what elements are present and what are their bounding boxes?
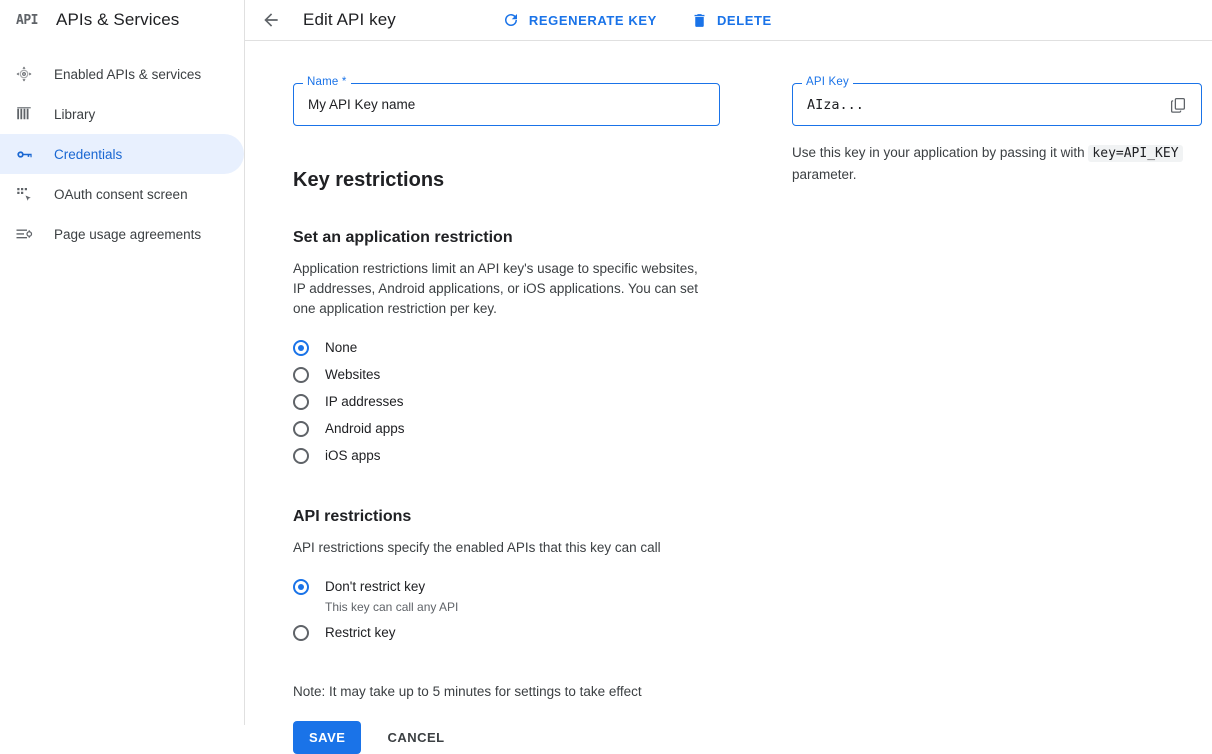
api-key-column bbox=[792, 76, 1202, 185]
topbar bbox=[245, 0, 1212, 41]
radio-option-ios-apps[interactable] bbox=[293, 445, 720, 471]
settings-note: Note: It may take up to 5 minutes for settings to take effect bbox=[293, 684, 642, 699]
radio-indicator[interactable] bbox=[293, 367, 309, 383]
content-area bbox=[245, 41, 1212, 745]
radio-option-none[interactable] bbox=[293, 337, 720, 363]
name-field-label: Name * bbox=[303, 76, 351, 88]
api-key-field-label: API Key bbox=[802, 76, 853, 88]
radio-label: Android apps bbox=[325, 421, 405, 436]
application-restriction-description: Application restrictions limit an API key's usage to specific websites, IP addresses, Android applications, or iOS applications. You can set one application restriction per key. bbox=[293, 261, 699, 316]
helper-code: key=API_KEY bbox=[1088, 145, 1182, 162]
form-column bbox=[293, 76, 720, 754]
refresh-icon bbox=[502, 11, 520, 29]
sidebar-item-label: Enabled APIs & services bbox=[54, 66, 202, 82]
api-restriction-radio-group bbox=[293, 576, 720, 648]
radio-label: Restrict key bbox=[325, 625, 396, 640]
api-restrictions-heading: API restrictions bbox=[293, 508, 412, 525]
api-restrictions-description: API restrictions specify the enabled APIs that this key can call bbox=[293, 540, 661, 555]
sidebar-item-credentials[interactable] bbox=[0, 134, 244, 174]
radio-indicator[interactable] bbox=[293, 448, 309, 464]
sidebar-nav bbox=[0, 54, 244, 254]
sidebar bbox=[0, 0, 245, 725]
trash-icon bbox=[691, 12, 708, 29]
sidebar-item-library[interactable] bbox=[0, 94, 244, 134]
radio-option-ip-addresses[interactable] bbox=[293, 391, 720, 417]
radio-sublabel: This key can call any API bbox=[325, 600, 459, 614]
helper-prefix: Use this key in your application by passing it with bbox=[792, 145, 1085, 160]
library-icon bbox=[14, 104, 34, 124]
radio-label: Websites bbox=[325, 367, 381, 382]
sidebar-item-label: OAuth consent screen bbox=[54, 186, 188, 202]
api-key-helper-text bbox=[792, 142, 1192, 185]
key-restrictions-heading: Key restrictions bbox=[293, 169, 445, 191]
oauth-consent-icon bbox=[14, 184, 34, 204]
regenerate-key-label: REGENERATE KEY bbox=[528, 12, 657, 28]
helper-suffix: parameter. bbox=[792, 167, 857, 182]
page-title: Edit API key bbox=[303, 10, 396, 29]
sidebar-item-label: Page usage agreements bbox=[54, 226, 202, 242]
radio-indicator[interactable] bbox=[293, 394, 309, 410]
delete-button[interactable] bbox=[683, 6, 780, 35]
sidebar-title: APIs & Services bbox=[56, 10, 180, 29]
api-key-field[interactable] bbox=[792, 76, 1202, 126]
key-icon bbox=[14, 144, 34, 164]
regenerate-key-button[interactable] bbox=[494, 5, 665, 35]
application-restriction-radio-group bbox=[293, 337, 720, 471]
radio-option-android-apps[interactable] bbox=[293, 418, 720, 444]
radio-indicator[interactable] bbox=[293, 421, 309, 437]
radio-option-websites[interactable] bbox=[293, 364, 720, 390]
name-input[interactable] bbox=[306, 96, 707, 113]
cancel-button[interactable]: CANCEL bbox=[373, 721, 458, 754]
form-actions bbox=[293, 721, 720, 754]
radio-option-text bbox=[325, 576, 458, 616]
vertical-scrollbar[interactable] bbox=[1204, 0, 1212, 725]
api-key-input[interactable] bbox=[805, 96, 1167, 114]
save-button[interactable]: SAVE bbox=[293, 721, 361, 754]
radio-indicator[interactable] bbox=[293, 625, 309, 641]
sidebar-item-oauth-consent-screen[interactable] bbox=[0, 174, 244, 214]
radio-indicator[interactable] bbox=[293, 340, 309, 356]
copy-icon[interactable] bbox=[1167, 94, 1189, 116]
enabled-apis-icon bbox=[14, 64, 34, 84]
radio-label: Don't restrict key bbox=[325, 579, 426, 594]
name-field[interactable] bbox=[293, 76, 720, 126]
main-panel bbox=[245, 0, 1212, 745]
radio-option-dont-restrict-key[interactable] bbox=[293, 576, 720, 616]
radio-label: iOS apps bbox=[325, 448, 381, 463]
sidebar-item-page-usage-agreements[interactable] bbox=[0, 214, 244, 254]
sidebar-item-label: Library bbox=[54, 106, 96, 122]
radio-option-restrict-key[interactable] bbox=[293, 622, 720, 648]
application-restriction-heading: Set an application restriction bbox=[293, 229, 513, 246]
radio-label: None bbox=[325, 340, 358, 355]
radio-label: IP addresses bbox=[325, 394, 404, 409]
sidebar-item-label: Credentials bbox=[54, 146, 123, 162]
radio-indicator[interactable] bbox=[293, 579, 309, 595]
back-arrow-icon[interactable] bbox=[257, 6, 285, 34]
sidebar-header bbox=[0, 0, 244, 40]
api-logo: API bbox=[16, 12, 38, 28]
sidebar-item-enabled-apis[interactable] bbox=[0, 54, 244, 94]
delete-label: DELETE bbox=[716, 12, 772, 28]
page-usage-icon bbox=[14, 224, 34, 244]
